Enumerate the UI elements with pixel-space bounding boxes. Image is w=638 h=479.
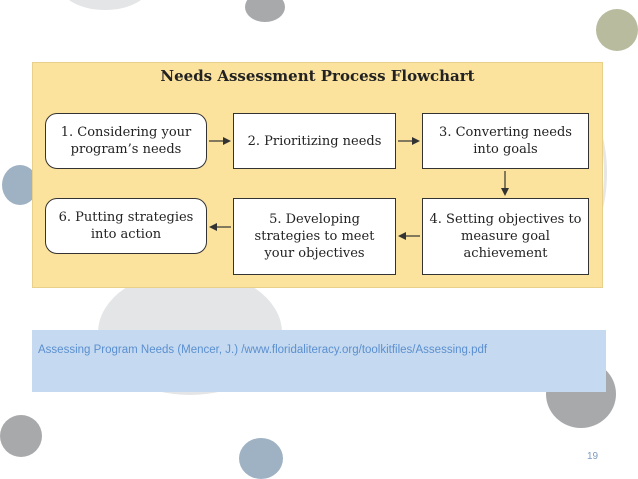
step-1: 1. Considering your program’s needs [45,113,207,169]
decorative-circle [239,438,283,479]
decorative-circle [60,0,150,10]
flowchart-title: Needs Assessment Process Flowchart [160,67,475,85]
decorative-circle [0,415,42,457]
caption-bar [32,330,606,392]
decorative-circle [596,9,638,51]
arrow-left-icon [398,230,420,242]
decorative-circle [245,0,285,22]
arrow-down-icon [499,171,511,196]
page-number: 19 [587,451,599,462]
step-3: 3. Converting needs into goals [422,113,589,169]
step-6: 6. Putting strategies into action [45,198,207,254]
step-2: 2. Prioritizing needs [233,113,396,169]
step-4: 4. Setting objectives to measure goal achievement [422,198,589,275]
arrow-right-icon [398,135,420,147]
arrow-right-icon [209,135,231,147]
flowchart [32,62,603,288]
arrow-left-icon [209,221,231,233]
source-caption: Assessing Program Needs (Mencer, J.) /www.floridaliteracy.org/toolkitfiles/Assessing.pdf [38,344,488,356]
step-5: 5. Developing strategies to meet your objectives [233,198,396,275]
